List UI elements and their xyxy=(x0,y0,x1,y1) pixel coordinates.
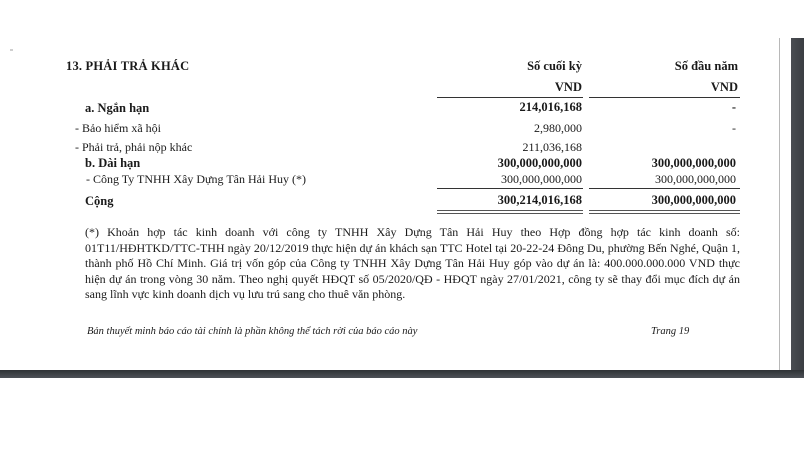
value-total-end: 300,214,016,168 xyxy=(497,193,582,207)
footnote-paragraph xyxy=(85,225,740,303)
column-unit-end-period: VND xyxy=(554,80,582,94)
value-social-insurance-end: 2,980,000 xyxy=(534,121,582,135)
row-label-total: Cộng xyxy=(85,194,114,208)
value-long-term-end: 300,000,000,000 xyxy=(497,156,582,170)
section-title: 13. PHẢI TRẢ KHÁC xyxy=(66,59,190,73)
row-label-short-term: a. Ngắn hạn xyxy=(85,101,150,115)
value-other-payables-end: 211,036,168 xyxy=(522,140,582,154)
value-social-insurance-start: - xyxy=(732,121,736,135)
column-header-end-period: Số cuối kỳ xyxy=(527,59,582,73)
footnote-text: (*) Khoản hợp tác kinh doanh với công ty TNHH Xây Dựng Tân Hải Huy theo Hợp đồng hợp tác kinh doanh số: 01T11/HĐHTKD/TTC-THH ngày 20/12/2019 thực hiện dự án khách sạn TTC Hotel tại 20-22-24 Đông Du, phường Bến Nghé, Quận 1, thành phố Hồ Chí Minh. Giá trị vốn góp của Công ty TNHH Xây Dựng Tân Hải Huy góp vào dự án là: 400.000.000.000 VND thực hiện dự án trong vòng 30 năm. Theo nghị quyết HĐQT số 05/2020/QĐ - HĐQT ngày 27/01/2021, công ty sẽ thay đổi mục đích dự án sang lĩnh vực kinh doanh dịch vụ lưu trú sang cho thuê văn phòng. xyxy=(85,225,740,302)
row-label-social-insurance: - Bảo hiểm xã hội xyxy=(75,121,161,135)
header-underline-end xyxy=(437,97,583,98)
value-long-term-start: 300,000,000,000 xyxy=(651,156,736,170)
footer-disclaimer: Bản thuyết minh báo cáo tài chính là phần không thể tách rời của báo cáo này xyxy=(87,326,418,337)
value-short-term-start: - xyxy=(731,100,736,114)
row-label-other-payables: - Phải trả, phải nộp khác xyxy=(75,140,193,154)
total-double-line-start xyxy=(589,210,740,214)
viewer-frame-right xyxy=(791,38,804,378)
page-edge-line xyxy=(779,38,780,370)
value-tan-hai-huy-start: 300,000,000,000 xyxy=(655,172,736,186)
viewer-frame-bottom xyxy=(0,370,804,378)
scan-speck xyxy=(10,49,13,51)
page-number: Trang 19 xyxy=(651,326,690,337)
value-total-start: 300,000,000,000 xyxy=(651,193,736,207)
total-double-line-end xyxy=(437,210,583,214)
value-short-term-end: 214,016,168 xyxy=(519,100,582,114)
subtotal-line-start xyxy=(589,188,740,189)
row-label-long-term: b. Dài hạn xyxy=(85,156,141,170)
column-unit-start-year: VND xyxy=(710,80,738,94)
column-header-start-year: Số đầu năm xyxy=(674,59,738,73)
row-label-tan-hai-huy: - Công Ty TNHH Xây Dựng Tân Hải Huy (*) xyxy=(86,172,306,186)
header-underline-start xyxy=(589,97,740,98)
value-tan-hai-huy-end: 300,000,000,000 xyxy=(501,172,582,186)
subtotal-line-end xyxy=(437,188,583,189)
